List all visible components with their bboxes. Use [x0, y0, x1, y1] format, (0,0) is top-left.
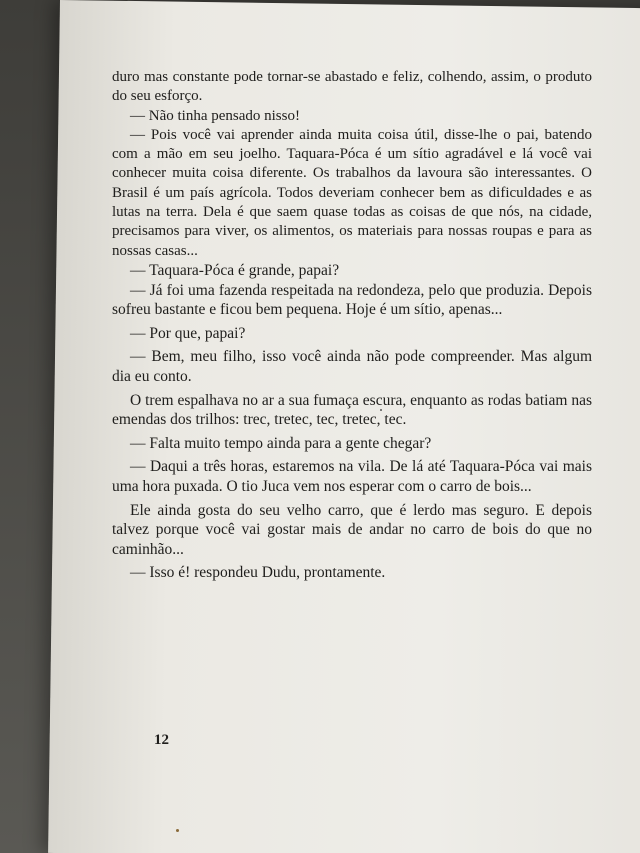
page-number: 12 — [154, 732, 169, 748]
dialog-paragraph: — Pois você vai aprender ainda muita coisa útil, disse-lhe o pai, batendo com a mão em seu joelho. Taquara-Póca é um sítio agradável e lá você vai conhecer muita coisa diferente. Os trabalhos da lavoura são interessantes. O Brasil é um país agrícola. Todos deveriam conhecer bem as dificuldades e as lutas na terra. Dela é que saem quase todas as coisas de que nós, na cidade, precisamos para viver, os alimentos, os materiais para nossas roupas e para as nossas casas... — [112, 126, 592, 259]
paragraph: duro mas constante pode tornar-se abastado e feliz, colhendo, assim, o produto do seu esforço. — [112, 69, 592, 105]
narration-paragraph: Ele ainda gosta do seu velho carro, que é lerdo mas seguro. E depois talvez porque você vai gostar mais de andar no carro de bois do que no caminhão... — [112, 501, 592, 558]
dialog-paragraph: — Já foi uma fazenda respeitada na redondeza, pelo que produzia. Depois sofreu bastante e ficou bem pequena. Hoje é um sítio, apenas... — [112, 281, 592, 319]
dialog-line: — Por que, papai? — [130, 324, 246, 342]
dialog-paragraph: — Bem, meu filho, isso você ainda não pode compreender. Mas algum dia eu conto. — [112, 348, 592, 385]
body-text — [112, 68, 592, 583]
dialog-paragraph: — Daqui a três horas, estaremos na vila. De lá até Taquara-Póca vai mais uma hora puxada. O tio Juca vem nos esperar com o carro de bois... — [112, 458, 592, 495]
dialog-line: — Isso é! respondeu Dudu, prontamente. — [130, 564, 386, 582]
dialog-line: — Não tinha pensado nisso! — [130, 107, 300, 124]
paper-speck — [176, 829, 179, 832]
paper-speck — [380, 409, 382, 411]
narration-paragraph: O trem espalhava no ar a sua fumaça escura, enquanto as rodas batiam nas emendas dos trilhos: trec, tretec, tec, tretec, tec. — [112, 391, 592, 429]
dialog-line: — Taquara-Póca é grande, papai? — [130, 261, 340, 279]
dialog-line: — Falta muito tempo ainda para a gente chegar? — [130, 434, 432, 452]
